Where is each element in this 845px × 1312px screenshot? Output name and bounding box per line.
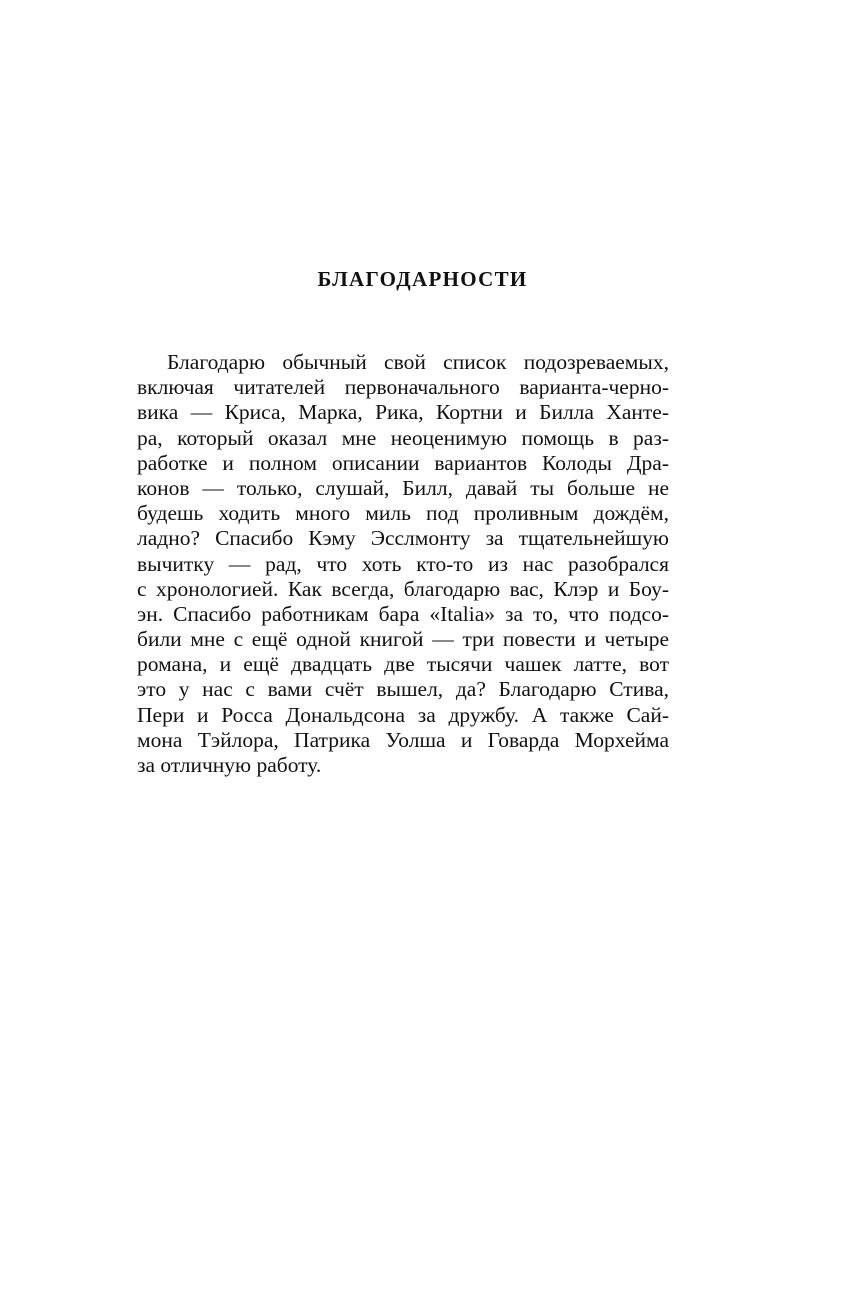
paragraph-line: Благодарю обычный свой список подозреваемых, — [167, 350, 669, 374]
paragraph-line: включая читателей первоначального варианта-черно- — [137, 375, 669, 400]
paragraph-line: вика — Криса, Марка, Рика, Кортни и Билла Хантe- — [137, 400, 669, 425]
paragraph-line: будешь ходить много миль под проливным дождём, — [137, 501, 669, 526]
paragraph-line: за отличную работу. — [137, 753, 322, 777]
paragraph-line: Пери и Росса Дональдсона за дружбу. А также Сай- — [137, 702, 669, 727]
paragraph-line: это у нас с вами счёт вышел, да? Благодарю Стива, — [137, 677, 669, 702]
acknowledgements-paragraph — [137, 350, 669, 778]
paragraph-line: работке и полном описании вариантов Колоды Дра- — [137, 450, 669, 475]
page-title: БЛАГОДАРНОСТИ — [317, 267, 528, 291]
paragraph-line: конов — только, слушай, Билл, давай ты больше не — [137, 475, 669, 500]
paragraph-line: ладно? Спасибо Кэму Эсслмонту за тщательнейшую — [137, 526, 669, 551]
paragraph-line: с хронологией. Как всегда, благодарю вас, Клэр и Боу- — [137, 576, 669, 601]
paragraph-line: били мне с ещё одной книгой — три повести и четыре — [137, 627, 669, 652]
paragraph-line: романа, и ещё двадцать две тысячи чашек латте, вот — [137, 652, 669, 677]
paragraph-line: ра, который оказал мне неоценимую помощь в раз- — [137, 425, 669, 450]
paragraph-line: вычитку — рад, что хоть кто-то из нас разобрался — [137, 551, 669, 576]
paragraph-line: эн. Спасибо работникам бара «Italia» за то, что подсо- — [137, 601, 669, 626]
paragraph-line: мона Тэйлора, Патрика Уолша и Говарда Морхейма — [137, 727, 669, 752]
